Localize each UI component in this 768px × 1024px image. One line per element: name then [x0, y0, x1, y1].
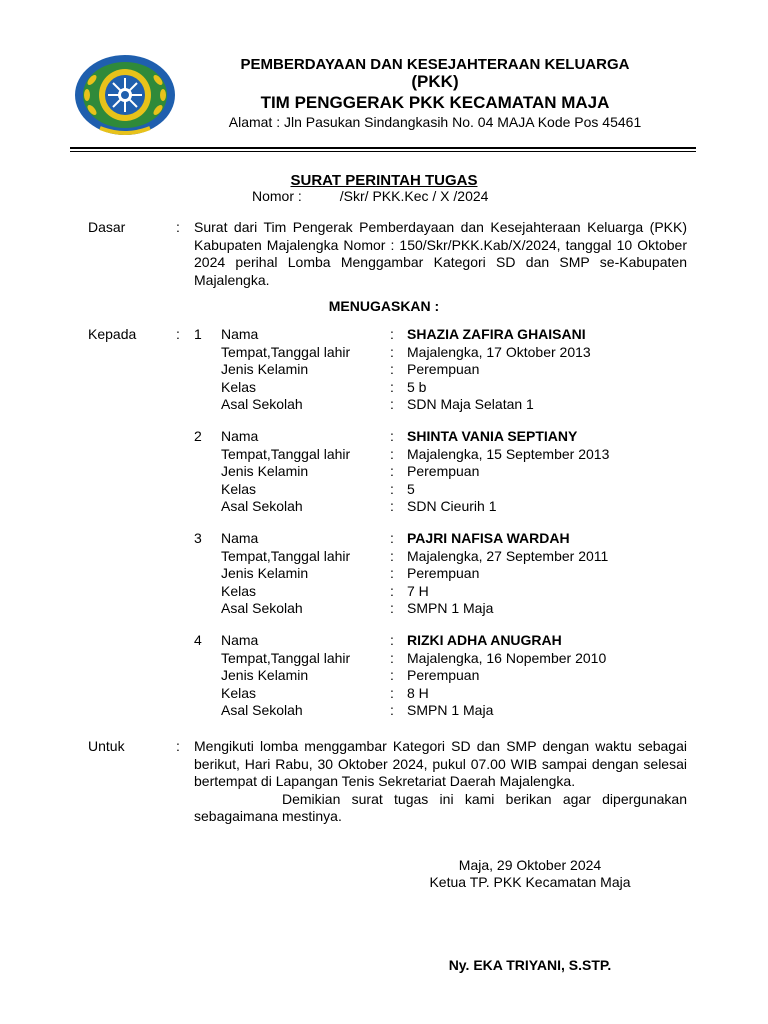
signature-name: Ny. EKA TRIYANI, S.STP. [448, 957, 612, 973]
field-colon: : [390, 547, 394, 564]
dasar-text: Surat dari Tim Pengerak Pemberdayaan dan Kesejahteraan Keluarga (PKK) Kabupaten Majalengka Nomor : 150/Skr/PKK.Kab/X/2024, tanggal 10 Oktober 2024 perihal Lomba Menggambar Kategori SD dan SMP se-Kabupaten Majalengka. [194, 219, 687, 288]
field-colon: : [390, 530, 394, 546]
field-label: Jenis Kelamin [221, 667, 309, 683]
field-colon: : [390, 600, 394, 616]
field-label: Kelas [221, 684, 257, 701]
field-value-sekolah: SDN Cieurih 1 [407, 498, 497, 514]
field-value-jk: Perempuan [407, 463, 480, 479]
field-label: Tempat,Tanggal lahir [221, 547, 351, 564]
signature-place-date: Maja, 29 Oktober 2024 [458, 857, 602, 873]
field-value-kelas: 7 H [407, 582, 429, 599]
header-line1: PEMBERDAYAAN DAN KESEJAHTERAAN KELUARGA [240, 56, 630, 73]
header-divider-thin [70, 151, 696, 152]
recipient-item [0, 530, 768, 618]
field-label: Jenis Kelamin [221, 463, 309, 479]
kepada-colon: : [176, 326, 180, 342]
field-label: Asal Sekolah [221, 702, 303, 718]
field-value-sekolah: SMPN 1 Maja [407, 702, 494, 718]
field-colon: : [390, 667, 394, 683]
field-colon: : [390, 361, 394, 377]
dasar-colon: : [176, 219, 180, 235]
field-colon: : [390, 445, 394, 462]
field-colon: : [390, 343, 394, 360]
recipient-number: 4 [194, 632, 202, 648]
untuk-block [194, 738, 687, 826]
recipient-row-kelas [0, 685, 768, 703]
nomor-label: Nomor : [252, 188, 302, 204]
closing-line1 [194, 791, 687, 809]
recipient-row-nama [0, 326, 768, 344]
recipient-row-kelas [0, 379, 768, 397]
field-colon: : [390, 428, 394, 444]
field-colon: : [390, 649, 394, 666]
recipient-item [0, 428, 768, 516]
pkk-logo [70, 50, 180, 140]
field-colon: : [390, 463, 394, 479]
recipient-row-jk [0, 565, 768, 583]
recipient-number: 3 [194, 530, 202, 546]
field-colon: : [390, 480, 394, 497]
field-label: Nama [221, 530, 259, 546]
field-value-ttl: Majalengka, 15 September 2013 [407, 445, 610, 462]
field-value-ttl: Majalengka, 27 September 2011 [407, 547, 609, 564]
field-label: Kelas [221, 480, 257, 497]
field-label: Tempat,Tanggal lahir [221, 343, 351, 360]
header-address: Alamat : Jln Pasukan Sindangkasih No. 04 MAJA Kode Pos 45461 [228, 114, 642, 130]
field-value-ttl: Majalengka, 16 Nopember 2010 [407, 649, 607, 666]
recipient-row-ttl [0, 446, 768, 464]
field-label: Asal Sekolah [221, 600, 303, 616]
field-colon: : [390, 498, 394, 514]
field-label: Tempat,Tanggal lahir [221, 649, 351, 666]
field-value-jk: Perempuan [407, 361, 480, 377]
header-line2: (PKK) [411, 72, 459, 91]
field-colon: : [390, 565, 394, 581]
recipient-row-ttl [0, 548, 768, 566]
dasar-label: Dasar [88, 219, 126, 235]
header-line3: TIM PENGGERAK PKK KECAMATAN MAJA [260, 93, 610, 112]
field-label: Tempat,Tanggal lahir [221, 445, 351, 462]
recipient-item [0, 632, 768, 720]
field-value-jk: Perempuan [407, 565, 480, 581]
recipient-row-nama [0, 530, 768, 548]
field-colon: : [390, 582, 394, 599]
field-value-ttl: Majalengka, 17 Oktober 2013 [407, 343, 591, 360]
field-colon: : [390, 396, 394, 412]
field-value-kelas: 5 b [407, 378, 427, 395]
field-value-jk: Perempuan [407, 667, 480, 683]
field-label: Nama [221, 326, 259, 342]
field-label: Jenis Kelamin [221, 565, 309, 581]
field-label: Asal Sekolah [221, 396, 303, 412]
field-label: Nama [221, 632, 259, 648]
recipient-row-kelas [0, 583, 768, 601]
field-colon: : [390, 326, 394, 342]
recipient-row-sekolah [0, 600, 768, 618]
recipient-number: 1 [194, 326, 202, 342]
field-value-nama: SHAZIA ZAFIRA GHAISANI [407, 326, 586, 342]
field-value-nama: PAJRI NAFISA WARDAH [407, 530, 570, 546]
recipient-row-nama [0, 632, 768, 650]
recipient-row-sekolah [0, 702, 768, 720]
header-divider-thick [70, 147, 696, 149]
signature-position: Ketua TP. PKK Kecamatan Maja [429, 874, 631, 890]
nomor-value: /Skr/ PKK.Kec / X /2024 [339, 188, 489, 204]
letter-title: SURAT PERINTAH TUGAS [290, 172, 478, 189]
recipient-row-ttl [0, 344, 768, 362]
recipient-row-kelas [0, 481, 768, 499]
field-colon: : [390, 684, 394, 701]
field-label: Kelas [221, 582, 257, 599]
recipient-number: 2 [194, 428, 202, 444]
kepada-label: Kepada [88, 326, 137, 342]
field-value-kelas: 8 H [407, 684, 429, 701]
field-colon: : [390, 378, 394, 395]
field-value-sekolah: SDN Maja Selatan 1 [407, 396, 534, 412]
recipient-row-sekolah [0, 396, 768, 414]
letter-number [252, 188, 488, 204]
field-value-kelas: 5 [407, 480, 415, 497]
untuk-label: Untuk [88, 738, 125, 754]
field-label: Kelas [221, 378, 257, 395]
untuk-colon: : [176, 738, 180, 754]
closing-line1-text: Demikian surat tugas ini kami berikan agar dipergunakan [282, 790, 687, 807]
recipient-row-sekolah [0, 498, 768, 516]
field-label: Asal Sekolah [221, 498, 303, 514]
field-value-sekolah: SMPN 1 Maja [407, 600, 494, 616]
untuk-text: Mengikuti lomba menggambar Kategori SD dan SMP dengan waktu sebagai berikut, Hari Rabu, 30 Oktober 2024, pukul 07.00 WIB sampai dengan selesai bertempat di Lapangan Tenis Sekretariat Daerah Majalengka. [194, 738, 687, 789]
recipient-row-jk [0, 463, 768, 481]
recipient-row-nama [0, 428, 768, 446]
field-colon: : [390, 702, 394, 718]
recipient-row-jk [0, 361, 768, 379]
field-label: Jenis Kelamin [221, 361, 309, 377]
field-colon: : [390, 632, 394, 648]
field-value-nama: RIZKI ADHA ANUGRAH [407, 632, 562, 648]
menugaskan-heading: MENUGASKAN : [328, 298, 440, 314]
closing-line2: sebagaimana mestinya. [194, 808, 342, 824]
field-label: Nama [221, 428, 259, 444]
recipient-row-jk [0, 667, 768, 685]
recipient-row-ttl [0, 650, 768, 668]
recipient-item [0, 326, 768, 414]
field-value-nama: SHINTA VANIA SEPTIANY [407, 428, 578, 444]
